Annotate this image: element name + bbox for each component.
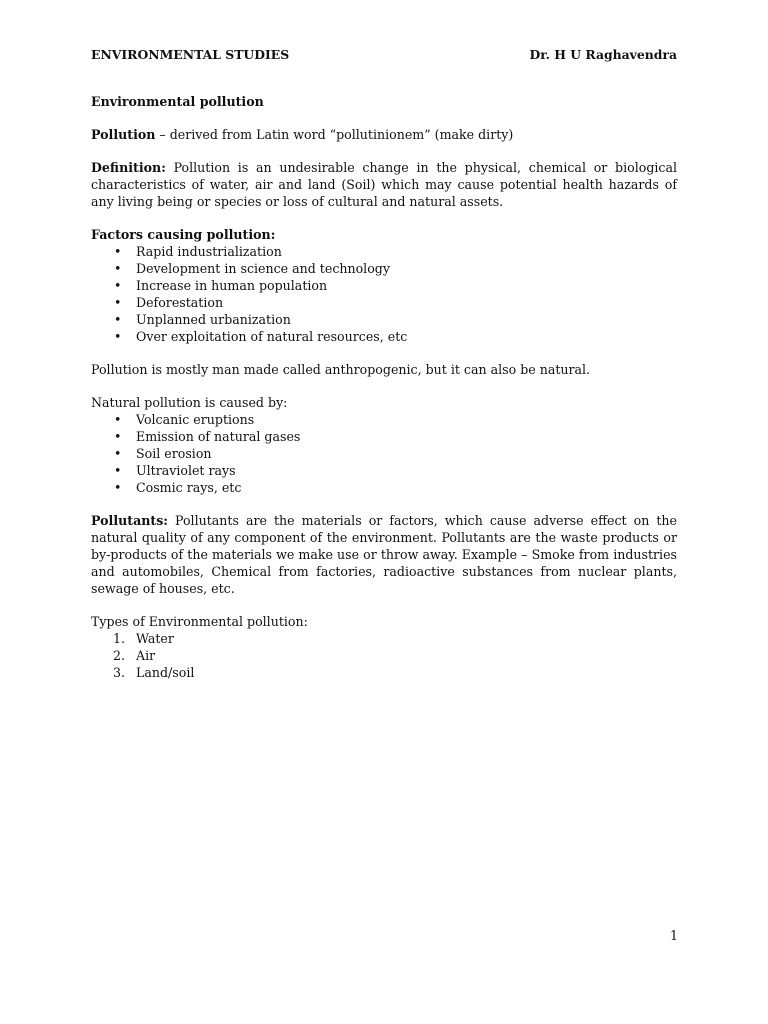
list-item-text: Increase in human population — [136, 278, 328, 293]
pollutants-text: Pollutants are the materials or factors, which cause adverse effect on the natural quality of any component of the environment. Pollutants are the waste products or by-products of the materials we make use or throw away. Example – Smoke from industries and automobiles, Chemical from factories, radioactive substances from nuclear plants, sewage of houses, etc. — [91, 513, 677, 596]
list-item-text: Ultraviolet rays — [136, 463, 236, 478]
bullet-icon: • — [114, 429, 122, 444]
list-item-text: Development in science and technology — [136, 261, 390, 276]
list-item-text: Soil erosion — [136, 446, 212, 461]
list-item — [91, 630, 677, 647]
pollution-term: Pollution — [91, 127, 156, 142]
header-author: Dr. H U Raghavendra — [529, 47, 677, 62]
section-title: Environmental pollution — [91, 94, 264, 109]
pollutants-term: Pollutants: — [91, 513, 168, 528]
list-number: 3. — [113, 665, 126, 680]
list-item — [91, 294, 677, 311]
pollutants-paragraph — [91, 512, 677, 597]
bullet-icon: • — [114, 329, 122, 344]
types-list — [91, 630, 677, 681]
list-item-text: Rapid industrialization — [136, 244, 282, 259]
page-header — [91, 46, 677, 63]
bullet-icon: • — [114, 480, 122, 495]
list-item — [91, 411, 677, 428]
list-item-text: Land/soil — [136, 665, 195, 680]
list-item — [91, 428, 677, 445]
bullet-icon: • — [114, 463, 122, 478]
list-item — [91, 462, 677, 479]
list-number: 1. — [113, 631, 126, 646]
list-item-text: Unplanned urbanization — [136, 312, 291, 327]
list-item-text: Deforestation — [136, 295, 224, 310]
list-item-text: Over exploitation of natural resources, etc — [136, 329, 408, 344]
factors-section — [91, 226, 677, 345]
document-page — [91, 46, 677, 681]
bullet-icon: • — [114, 278, 122, 293]
list-item-text: Volcanic eruptions — [136, 412, 255, 427]
list-item — [91, 664, 677, 681]
natural-heading: Natural pollution is caused by: — [91, 395, 288, 410]
bullet-icon: • — [114, 412, 122, 427]
list-item — [91, 445, 677, 462]
natural-section — [91, 394, 677, 496]
list-item-text: Emission of natural gases — [136, 429, 301, 444]
list-item — [91, 647, 677, 664]
definition-paragraph — [91, 159, 677, 210]
factors-list — [91, 243, 677, 345]
natural-list — [91, 411, 677, 496]
list-item — [91, 260, 677, 277]
page-number: 1 — [669, 928, 678, 943]
list-item — [91, 479, 677, 496]
bullet-icon: • — [114, 312, 122, 327]
list-number: 2. — [113, 648, 126, 663]
list-item — [91, 277, 677, 294]
bullet-icon: • — [114, 446, 122, 461]
pollution-etymology-text: – derived from Latin word “pollutinionem” (make dirty) — [155, 127, 514, 142]
definition-term: Definition: — [91, 160, 166, 175]
factors-heading: Factors causing pollution: — [91, 227, 276, 242]
list-item — [91, 311, 677, 328]
types-section — [91, 613, 677, 681]
list-item-text: Cosmic rays, etc — [136, 480, 242, 495]
list-item — [91, 243, 677, 260]
bullet-icon: • — [114, 244, 122, 259]
anthropogenic-paragraph: Pollution is mostly man made called anthropogenic, but it can also be natural. — [91, 362, 591, 377]
list-item-text: Air — [136, 648, 156, 663]
list-item-text: Water — [136, 631, 174, 646]
bullet-icon: • — [114, 261, 122, 276]
list-item — [91, 328, 677, 345]
definition-text: Pollution is an undesirable change in the physical, chemical or biological characteristics of water, air and land (Soil) which may cause potential health hazards of any living being or species or loss of cultural and natural assets. — [91, 160, 677, 209]
header-course-title: ENVIRONMENTAL STUDIES — [91, 47, 290, 62]
bullet-icon: • — [114, 295, 122, 310]
pollution-etymology — [91, 126, 677, 143]
types-heading: Types of Environmental pollution: — [91, 614, 308, 629]
